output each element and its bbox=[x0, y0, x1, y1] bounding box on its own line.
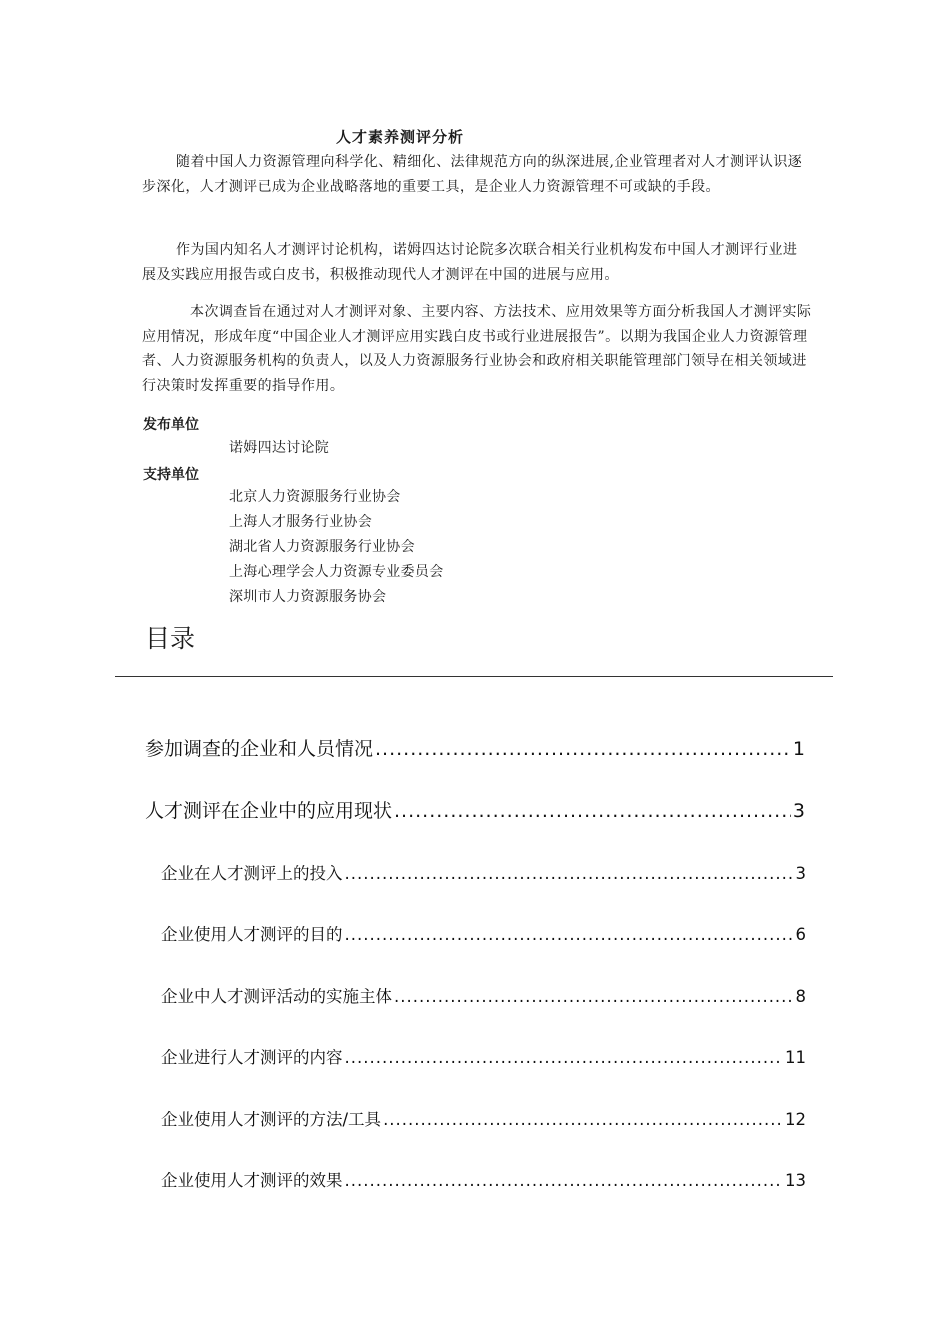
toc-entry-page: 1 bbox=[792, 738, 805, 760]
toc-leader-dots bbox=[345, 1171, 784, 1190]
toc-entry[interactable] bbox=[161, 860, 806, 884]
toc-entry-page: 8 bbox=[795, 987, 806, 1006]
toc-entry[interactable] bbox=[161, 921, 806, 945]
toc-entry-page: 6 bbox=[795, 925, 806, 944]
toc-leader-dots bbox=[394, 987, 794, 1006]
supporters-list bbox=[229, 485, 444, 610]
toc-leader-dots bbox=[394, 800, 791, 822]
publisher-item: 诺姆四达讨论院 bbox=[229, 440, 330, 456]
toc-leader-dots bbox=[345, 864, 794, 883]
toc-entry-label: 企业使用人才测评的方法/工具 bbox=[161, 1110, 382, 1129]
toc-leader-dots bbox=[383, 1110, 783, 1129]
toc-entry-label: 企业使用人才测评的效果 bbox=[161, 1171, 343, 1190]
toc-entry[interactable] bbox=[161, 1106, 806, 1130]
toc-entry-page: 12 bbox=[785, 1110, 806, 1129]
toc-entry[interactable] bbox=[161, 983, 806, 1007]
publisher-heading: 发布单位 bbox=[143, 417, 199, 433]
toc-entry-page: 3 bbox=[792, 800, 805, 822]
toc-entry[interactable] bbox=[161, 1167, 806, 1191]
toc-entry-page: 11 bbox=[785, 1048, 806, 1067]
toc-leader-dots bbox=[345, 1048, 784, 1067]
supporter-item: 湖北省人力资源服务行业协会 bbox=[229, 539, 415, 555]
supporter-item: 上海人才服务行业协会 bbox=[229, 514, 372, 530]
toc-entry-page: 3 bbox=[795, 864, 806, 883]
toc-title: 目录 bbox=[145, 624, 196, 653]
toc-leader-dots bbox=[345, 925, 794, 944]
intro-paragraph-2: 作为国内知名人才测评讨论机构，诺姆四达讨论院多次联合相关行业机构发布中国人才测评行业进展及实践应用报告或白皮书，积极推动现代人才测评在中国的进展与应用。 bbox=[142, 242, 798, 283]
intro-paragraph-3: 本次调查旨在通过对人才测评对象、主要内容、方法技术、应用效果等方面分析我国人才测评实际应用情况，形成年度“中国企业人才测评应用实践白皮书或行业进展报告”。以期为我国企业人力资源管理者、人力资源服务机构的负责人，以及人力资源服务行业协会和政府相关职能管理部门领导在相关领域进行决策时发挥重要的指导作用。 bbox=[142, 304, 812, 394]
toc-entry-page: 13 bbox=[785, 1171, 806, 1190]
toc-entry-label: 企业使用人才测评的目的 bbox=[161, 925, 343, 944]
toc-leader-dots bbox=[375, 738, 791, 760]
supporters-heading: 支持单位 bbox=[143, 467, 199, 483]
supporter-item: 深圳市人力资源服务协会 bbox=[229, 589, 387, 605]
supporter-item: 上海心理学会人力资源专业委员会 bbox=[229, 564, 444, 580]
toc-entry[interactable] bbox=[145, 796, 805, 823]
intro-paragraph-1: 随着中国人力资源管理向科学化、精细化、法律规范方向的纵深进展,企业管理者对人才测评认识逐步深化，人才测评已成为企业战略落地的重要工具，是企业人力资源管理不可或缺的手段。 bbox=[142, 154, 803, 195]
toc-entry[interactable] bbox=[161, 1044, 806, 1068]
supporter-item: 北京人力资源服务行业协会 bbox=[229, 489, 401, 505]
document-title: 人才素养测评分析 bbox=[336, 128, 465, 146]
toc-entry-label: 人才测评在企业中的应用现状 bbox=[145, 800, 393, 822]
toc-entry[interactable] bbox=[145, 734, 805, 761]
toc-entry-label: 企业中人才测评活动的实施主体 bbox=[161, 987, 392, 1006]
toc-entry-label: 参加调查的企业和人员情况 bbox=[145, 738, 374, 760]
publisher-list bbox=[229, 436, 329, 461]
toc-entry-label: 企业在人才测评上的投入 bbox=[161, 864, 343, 883]
toc-divider bbox=[115, 676, 833, 677]
toc-entry-label: 企业进行人才测评的内容 bbox=[161, 1048, 343, 1067]
